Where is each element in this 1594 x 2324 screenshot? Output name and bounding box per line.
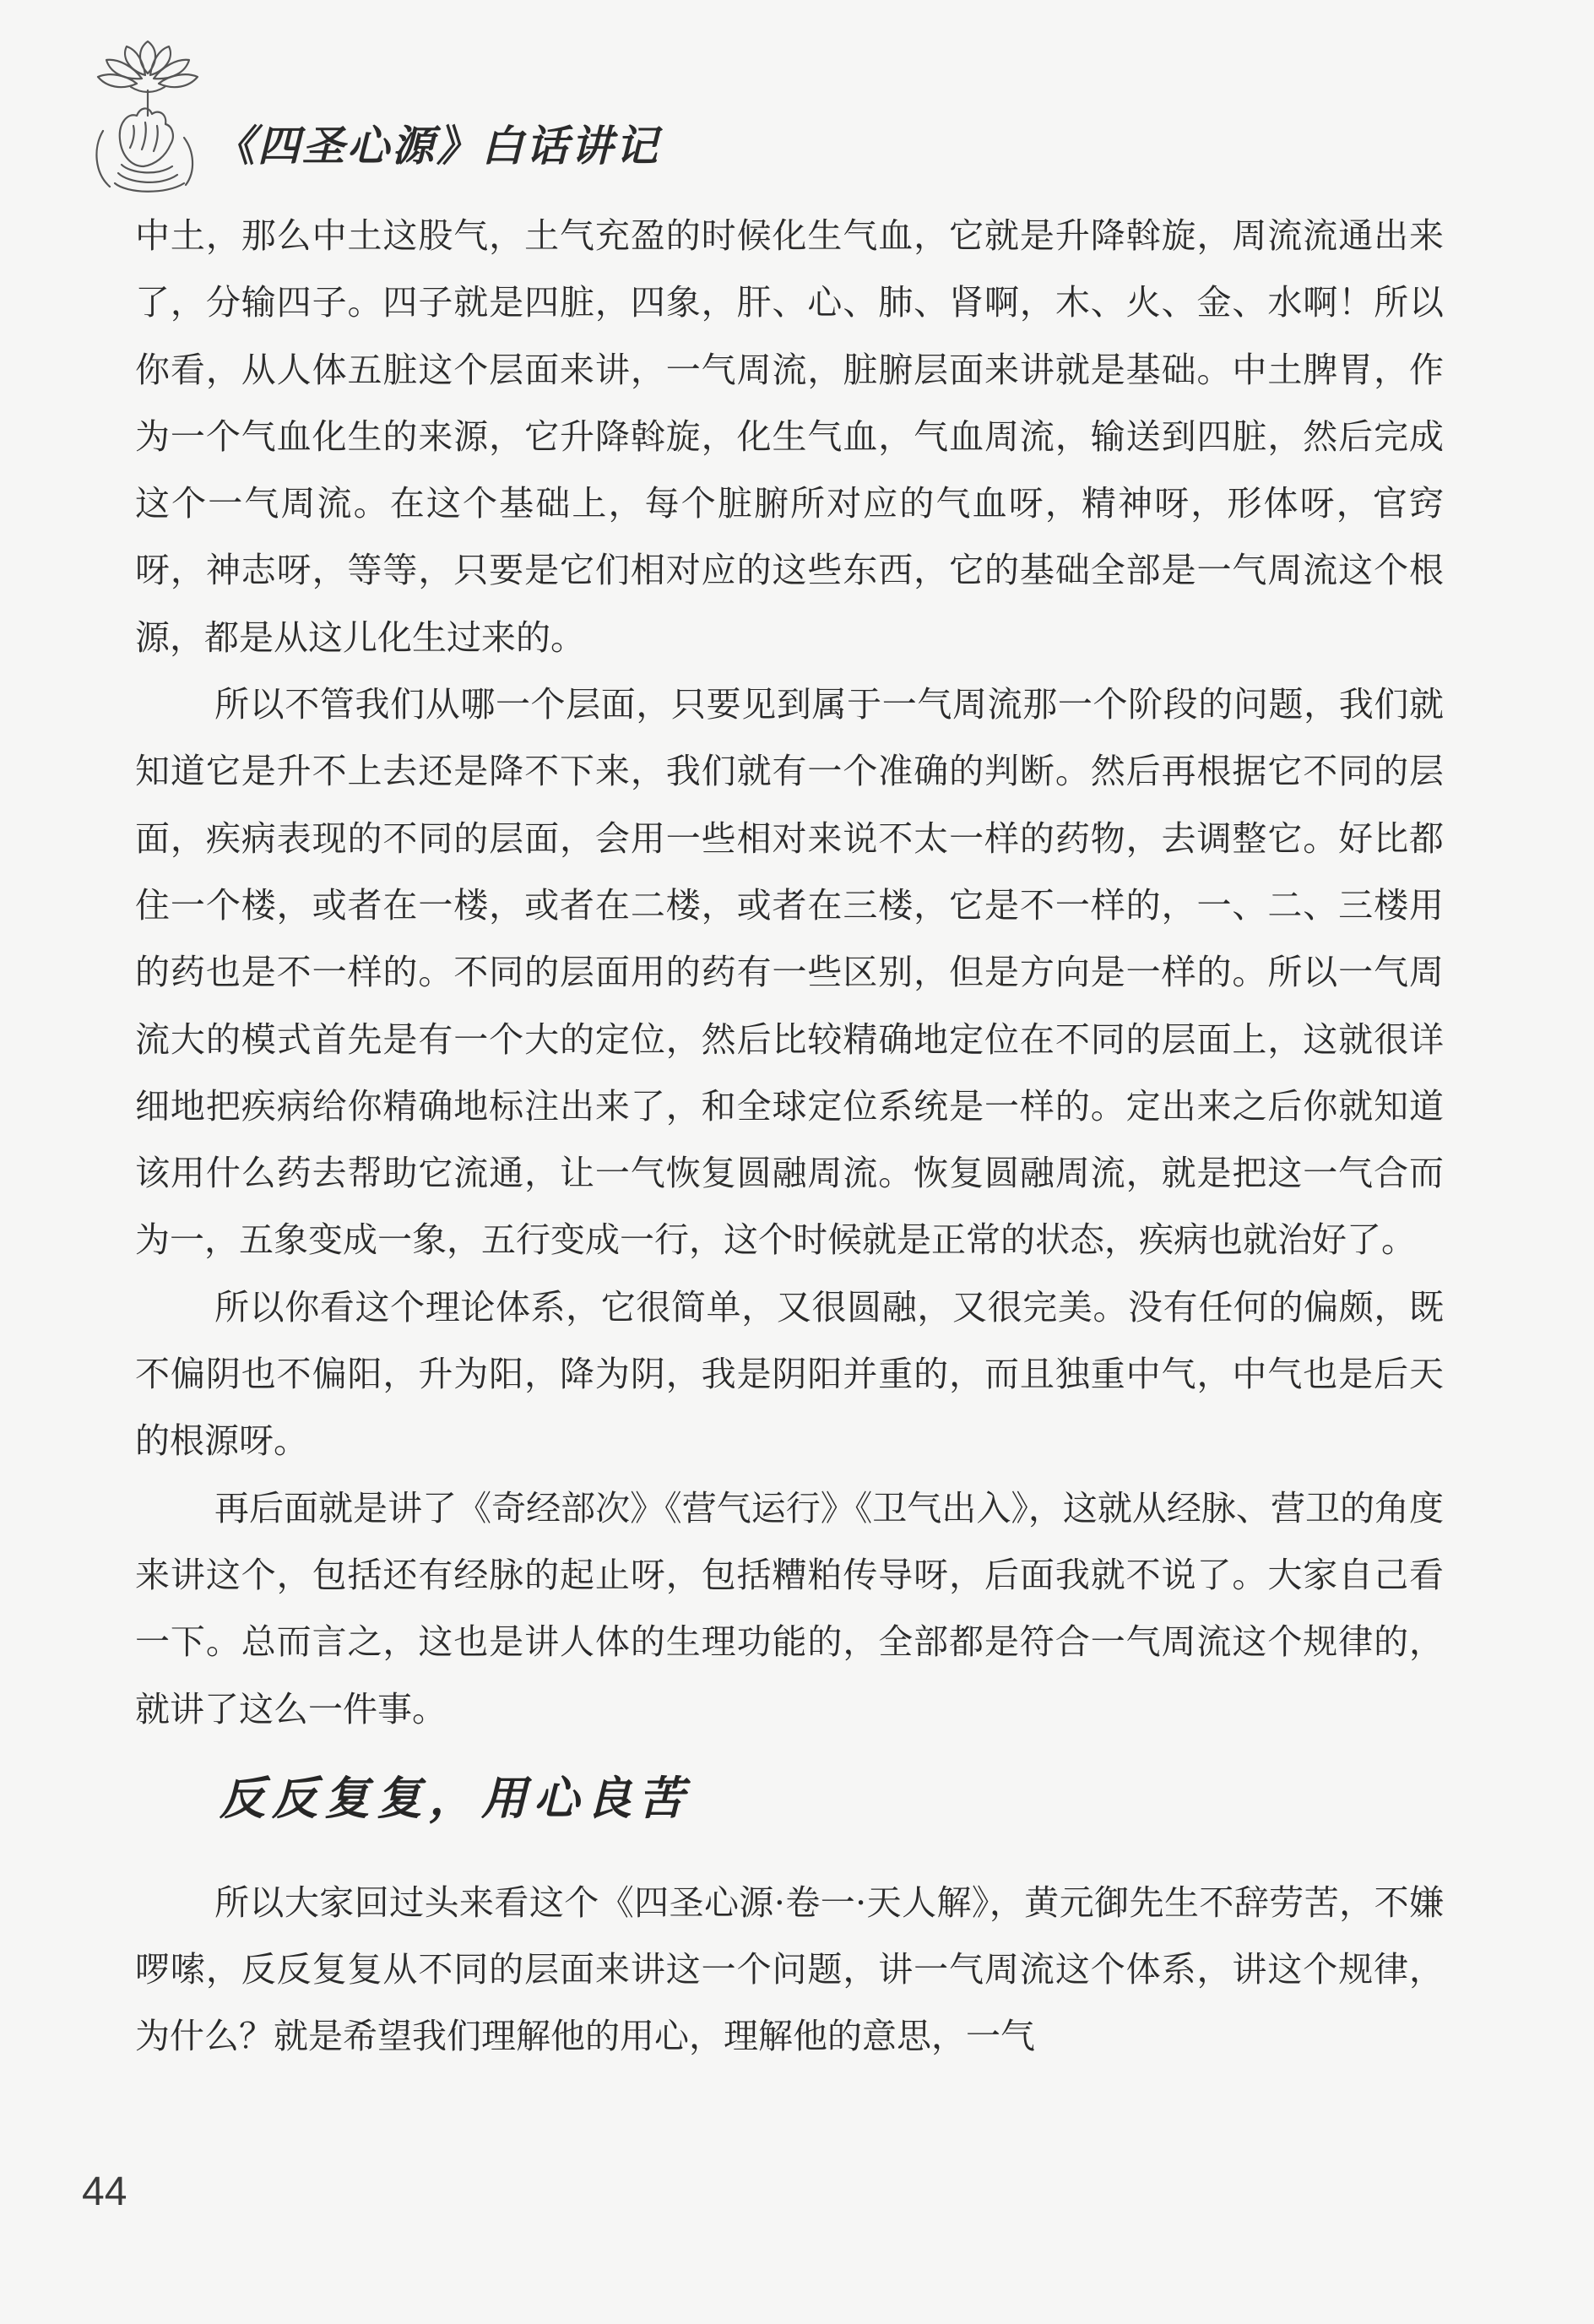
section-heading: 反反复复，用心良苦 [220, 1770, 691, 1825]
body-paragraph: 所以你看这个理论体系，它很简单，又很圆融，又很完美。没有任何的偏颇，既不偏阴也不偏阳，升为阳，降为阴，我是阴阳并重的，而且独重中气，中气也是后天的根源呀。 [135, 1286, 1444, 1462]
running-header [84, 38, 726, 194]
body-paragraph: 所以大家回过头来看这个《四圣心源·卷一·天人解》，黄元御先生不辞劳苦，不嫌啰嗦，反反复复从不同的层面来讲这一个问题，讲一气周流这个体系，讲这个规律，为什么？就是希望我们理解他的用心，理解他的意思，一气 [135, 1881, 1444, 2057]
running-title: 《四圣心源》白话讲记 [213, 121, 660, 171]
page-number: 44 [82, 2169, 127, 2214]
page-body [135, 203, 1444, 2071]
body-paragraph: 再后面就是讲了《奇经部次》《营气运行》《卫气出入》，这就从经脉、营卫的角度来讲这个，包括还有经脉的起止呀，包括糟粕传导呀，后面我就不说了。大家自己看一下。总而言之，这也是讲人体的生理功能的，全部都是符合一气周流这个规律的，就讲了这么一件事。 [135, 1487, 1444, 1729]
body-paragraph: 中土，那么中土这股气，土气充盈的时候化生气血，它就是升降斡旋，周流流通出来了，分输四子。四子就是四脏，四象，肝、心、肺、肾啊，木、火、金、水啊！所以你看，从人体五脏这个层面来讲，一气周流，脏腑层面来讲就是基础。中土脾胃，作为一个气血化生的来源，它升降斡旋，化生气血，气血周流，输送到四脏，然后完成这个一气周流。在这个基础上，每个脏腑所对应的气血呀，精神呀，形体呀，官窍呀，神志呀，等等，只要是它们相对应的这些东西，它的基础全部是一气周流这个根源，都是从这儿化生过来的。 [135, 215, 1444, 658]
lotus-hand-icon [84, 38, 211, 194]
body-paragraph: 所以不管我们从哪一个层面，只要见到属于一气周流那一个阶段的问题，我们就知道它是升不上去还是降不下来，我们就有一个准确的判断。然后再根据它不同的层面，疾病表现的不同的层面，会用一些相对来说不太一样的药物，去调整它。好比都住一个楼，或者在一楼，或者在二楼，或者在三楼，它是不一样的，一、二、三楼用的药也是不一样的。不同的层面用的药有一些区别，但是方向是一样的。所以一气周流大的模式首先是有一个大的定位，然后比较精确地定位在不同的层面上，这就很详细地把疾病给你精确地标注出来了，和全球定位系统是一样的。定出来之后你就知道该用什么药去帮助它流通，让一气恢复圆融周流。恢复圆融周流，就是把这一气合而为一，五象变成一象，五行变成一行，这个时候就是正常的状态，疾病也就治好了。 [135, 684, 1444, 1261]
